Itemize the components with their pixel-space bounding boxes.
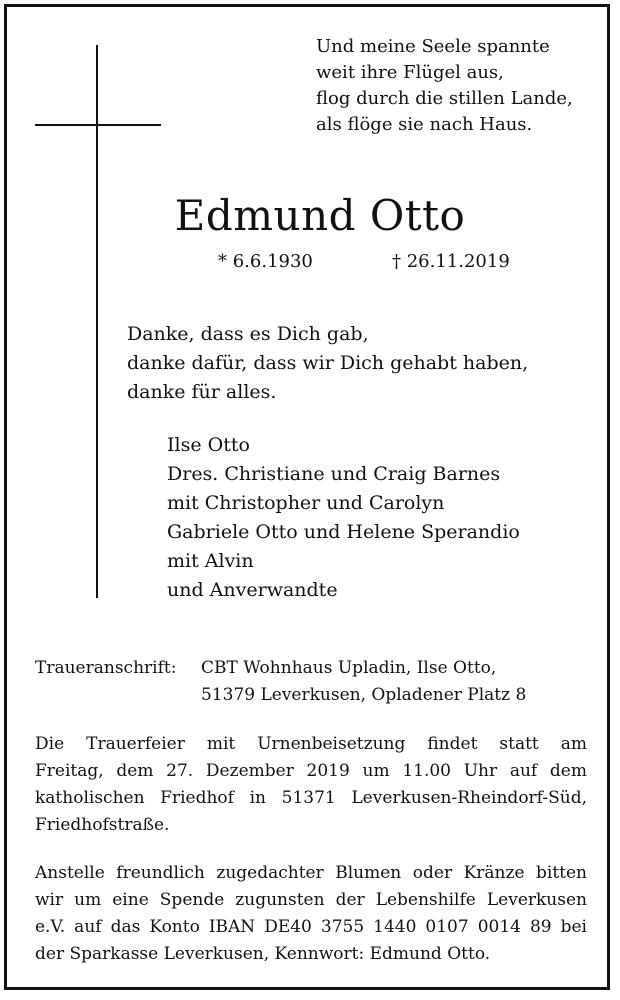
cross-vertical-bar	[96, 45, 98, 598]
donation-line: der Sparkasse Leverkusen, Kennwort: Edmund Otto.	[35, 944, 491, 964]
poem-line: als flöge sie nach Haus.	[316, 114, 533, 135]
thanks-line: danke für alles.	[127, 381, 277, 403]
poem-line: Und meine Seele spannte	[316, 36, 550, 57]
donation-paragraph	[35, 860, 587, 968]
mourner-line: und Anverwandte	[167, 579, 338, 601]
mourner-line: Dres. Christiane und Craig Barnes	[167, 463, 501, 485]
mourner-line: mit Alvin	[167, 550, 254, 572]
thanks-line: Danke, dass es Dich gab,	[127, 323, 369, 345]
poem-line: weit ihre Flügel aus,	[316, 62, 504, 83]
mourner-line: Gabriele Otto und Helene Sperandio	[167, 521, 520, 543]
mourners-list	[167, 431, 520, 605]
birth-date: * 6.6.1930	[218, 251, 313, 272]
donation-line: Anstelle freundlich zugedachter Blumen oder Kränze bitten	[35, 863, 587, 883]
mourner-line: mit Christopher und Carolyn	[167, 492, 445, 514]
ceremony-line: Die Trauerfeier mit Urnenbeisetzung findet statt am	[35, 734, 587, 754]
thanks-line: danke dafür, dass wir Dich gehabt haben,	[127, 352, 529, 374]
cross-horizontal-bar	[35, 124, 161, 126]
poem-line: flog durch die stillen Lande,	[316, 88, 573, 109]
donation-line: wir um eine Spende zugunsten der Lebenshilfe Leverkusen	[35, 890, 587, 910]
donation-line: e.V. auf das Konto IBAN DE40 3755 1440 0107 0014 89 bei	[35, 917, 587, 937]
poem	[316, 34, 606, 138]
mourning-address	[201, 655, 526, 709]
address-line: CBT Wohnhaus Upladin, Ilse Otto,	[201, 658, 497, 678]
ceremony-line: Friedhofstraße.	[35, 815, 170, 835]
mourner-line: Ilse Otto	[167, 434, 250, 456]
deceased-name: Edmund Otto	[174, 191, 466, 240]
address-label: Traueranschrift:	[35, 658, 177, 678]
ceremony-line: katholischen Friedhof in 51371 Leverkusen-Rheindorf-Süd,	[35, 788, 587, 808]
address-line: 51379 Leverkusen, Opladener Platz 8	[201, 685, 527, 705]
death-date: † 26.11.2019	[392, 251, 510, 272]
ceremony-paragraph	[35, 731, 587, 839]
ceremony-line: Freitag, dem 27. Dezember 2019 um 11.00 Uhr auf dem	[35, 761, 587, 781]
thanks-text	[127, 320, 528, 407]
